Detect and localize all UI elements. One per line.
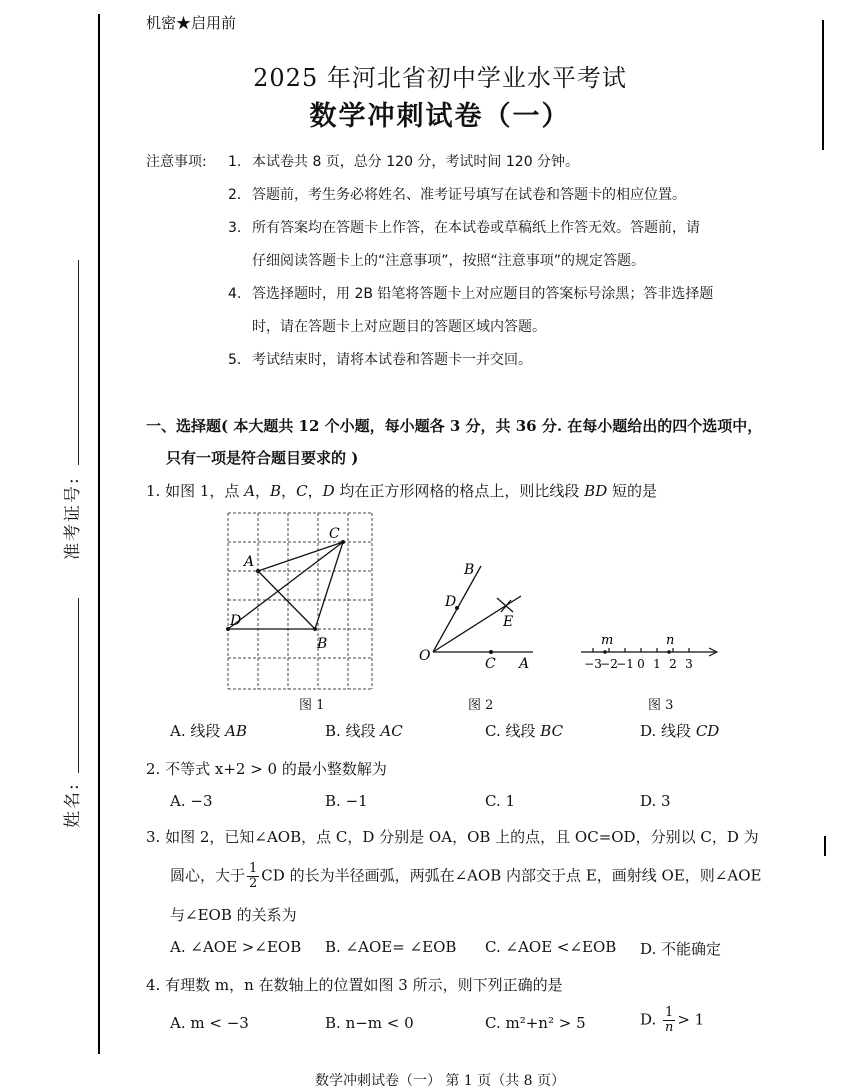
- point-o-label: O: [419, 648, 431, 664]
- q2-option-b: B. −1: [325, 792, 368, 810]
- point-d-label: D: [445, 594, 457, 610]
- note-text: 本试卷共 8 页，总分 120 分，考试时间 120 分钟。: [252, 154, 580, 170]
- note-text-cont: 时，请在答题卡上对应题目的答题区域内答题。: [252, 319, 546, 335]
- confidential-mark: 机密★启用前: [146, 14, 237, 32]
- name-underline: [78, 598, 79, 773]
- tick-label: 2: [669, 657, 677, 671]
- point-a-label: A: [244, 554, 255, 570]
- q1-option-a: A. 线段 AB: [170, 722, 248, 740]
- note-num: 3.: [228, 220, 242, 236]
- name-label: 姓名:: [63, 782, 83, 828]
- note-num: 2.: [228, 187, 242, 203]
- paper-title: 数学冲刺试卷（一）: [309, 101, 571, 132]
- point-c-label: C: [485, 656, 496, 672]
- q1-option-d: D. 线段 CD: [640, 722, 720, 740]
- point-n-label: n: [666, 633, 675, 648]
- note-num: 5.: [228, 352, 242, 368]
- note-num: 4.: [228, 286, 242, 302]
- q2-option-a: A. −3: [170, 792, 213, 810]
- question-1: 1. 如图 1，点 A，B，C，D 均在正方形网格的格点上，则比线段 BD 短的是: [146, 482, 658, 500]
- tick-label: 3: [685, 657, 693, 671]
- figure-1-caption: 图 1: [299, 698, 325, 713]
- figure-3-number-line: [575, 630, 725, 675]
- point-a-label: A: [519, 656, 530, 672]
- tick-label: 1: [653, 657, 661, 671]
- notes-block: [146, 146, 816, 377]
- note-text: 答选择题时，用 2B 铅笔将答题卡上对应题目的答案标号涂黑；答非选择题: [252, 286, 714, 302]
- binding-line-left: [98, 14, 100, 1054]
- q1-option-c: C. 线段 BC: [485, 722, 564, 740]
- tick-label: −1: [616, 657, 634, 671]
- q3-option-d: D. 不能确定: [640, 940, 722, 958]
- section-heading: [146, 410, 816, 474]
- figure-1-grid: [220, 505, 380, 695]
- section-line-2: 只有一项是符合题目要求的 ): [166, 449, 359, 467]
- fraction-half: $\frac{1}{2}$: [249, 861, 258, 891]
- q2-option-d: D. 3: [640, 792, 671, 810]
- question-4: 4. 有理数 m，n 在数轴上的位置如图 3 所示，则下列正确的是: [146, 976, 563, 994]
- note-text: 答题前，考生务必将姓名、准考证号填写在试卷和答题卡的相应位置。: [252, 187, 686, 203]
- tick-label: 0: [637, 657, 645, 671]
- note-num: 1.: [228, 154, 242, 170]
- section-line-1: 一、选择题( 本大题共 12 个小题，每小题各 3 分，共 36 分. 在每小题给出的四个选项中，: [146, 417, 763, 435]
- tick-label: −2: [600, 657, 618, 671]
- point-b-label: B: [464, 562, 475, 578]
- q4-option-a: A. m < −3: [170, 1014, 249, 1032]
- figure-3-caption: 图 3: [648, 698, 674, 713]
- note-text-cont: 仔细阅读答题卡上的“注意事项”，按照“注意事项”的规定答题。: [252, 253, 646, 269]
- note-text: 考试结束时，请将本试卷和答题卡一并交回。: [252, 352, 532, 368]
- q2-option-c: C. 1: [485, 792, 516, 810]
- fraction-one-over-n: $\frac{1}{n}$: [665, 1005, 674, 1035]
- q4-option-b: B. n−m < 0: [325, 1014, 414, 1032]
- figure-2-caption: 图 2: [468, 698, 494, 713]
- exam-title: 2025 年河北省初中学业水平考试: [253, 64, 627, 92]
- binding-mark: [824, 836, 826, 856]
- notes-heading: 注意事项:: [146, 154, 207, 170]
- question-3-line-2: 圆心，大于 $\frac{1}{2}$ CD 的长为半径画弧，两弧在∠AOB 内部交于点 E，画射线 OE，则∠AOE: [170, 861, 762, 891]
- q4-option-c: C. m²+n² > 5: [485, 1014, 586, 1032]
- point-b-label: B: [317, 636, 328, 652]
- note-text: 所有答案均在答题卡上作答，在本试卷或草稿纸上作答无效。答题前，请: [252, 220, 700, 236]
- point-c-label: C: [329, 526, 340, 542]
- tick-label: −3: [584, 657, 602, 671]
- question-3-line-3: 与∠EOB 的关系为: [170, 906, 297, 924]
- q1-option-b: B. 线段 AC: [325, 722, 403, 740]
- point-m-label: m: [601, 633, 614, 648]
- q3-option-c: C. ∠AOE <∠EOB: [485, 938, 617, 956]
- point-e-label: E: [503, 614, 514, 630]
- point-d-label: D: [230, 613, 242, 629]
- page-footer: 数学冲刺试卷（一） 第 1 页（共 8 页）: [314, 1073, 566, 1089]
- question-2: 2. 不等式 x+2 > 0 的最小整数解为: [146, 760, 387, 778]
- q3-option-a: A. ∠AOE >∠EOB: [170, 938, 302, 956]
- q3-option-b: B. ∠AOE= ∠EOB: [325, 938, 457, 956]
- q4-option-d: D. $\frac{1}{n}$ > 1: [640, 1005, 705, 1035]
- exam-number-underline: [78, 260, 79, 465]
- exam-number-label: 准考证号:: [63, 476, 83, 560]
- figure-2-angle: [415, 560, 565, 675]
- question-3-line-1: 3. 如图 2，已知∠AOB，点 C，D 分别是 OA，OB 上的点，且 OC=OD，分别以 C，D 为: [146, 828, 759, 846]
